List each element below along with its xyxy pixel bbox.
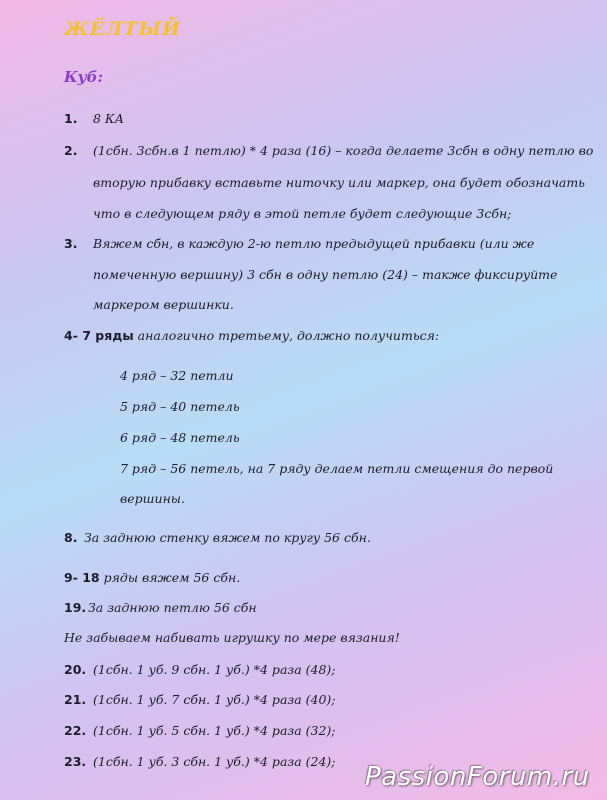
step-text: ряды вяжем 56 сбн. [99,570,241,585]
step-number: 1. [64,111,78,126]
step-text: (1сбн. 1 уб. 7 сбн. 1 уб.) *4 раза (40); [93,692,336,707]
step-number: 22. [64,723,87,738]
rows-heading [64,328,439,343]
step-number: 21. [64,692,87,707]
step-text-line: (1сбн. 3сбн.в 1 петлю) * 4 раза (16) – когда делаете 3сбн в одну петлю во [93,143,594,158]
step-number: 23. [64,754,87,769]
step-text-line: помеченную вершину) 3 сбн в одну петлю (24) – также фиксируйте [93,267,558,282]
row-item: 7 ряд – 56 петель, на 7 ряду делаем петли смещения до первой [120,461,554,476]
rows-description: аналогично третьему, должно получиться: [133,328,440,343]
step-number: 8. [64,530,78,545]
step-text: За заднюю петлю 56 сбн [88,600,257,615]
rows-range: 4- 7 ряды [64,328,134,343]
step-number: 2. [64,143,78,158]
row-item: вершины. [120,491,185,506]
page-title: ЖЁЛТЫЙ [64,18,182,40]
step-text: 8 КА [93,111,125,126]
step-text: (1сбн. 1 уб. 9 сбн. 1 уб.) *4 раза (48); [93,662,336,677]
step-text-line: вторую прибавку вставьте ниточку или маркер, она будет обозначать [93,175,585,190]
step-text: За заднюю стенку вяжем по кругу 56 сбн. [84,530,371,545]
step-text-line: что в следующем ряду в этой петле будет следующие 3сбн; [93,206,512,221]
step-text-line: маркером вершинки. [93,297,234,312]
step-text: (1сбн. 1 уб. 5 сбн. 1 уб.) *4 раза (32); [93,723,336,738]
step-number: 20. [64,662,87,677]
step-number: 19. [64,600,87,615]
section-subtitle: Куб: [64,68,103,86]
stuffing-note: Не забываем набивать игрушку по мере вязания! [64,630,400,645]
site-watermark: PassionForum.ru [365,762,590,792]
row-item: 6 ряд – 48 петель [120,430,240,445]
step-line [64,570,240,585]
rows-range: 9- 18 [64,570,100,585]
step-text-line: Вяжем сбн, в каждую 2-ю петлю предыдущей прибавки (или же [93,236,535,251]
row-item: 5 ряд – 40 петель [120,399,240,414]
row-item: 4 ряд – 32 петли [120,368,234,383]
step-number: 3. [64,236,78,251]
step-text: (1сбн. 1 уб. 3 сбн. 1 уб.) *4 раза (24); [93,754,336,769]
